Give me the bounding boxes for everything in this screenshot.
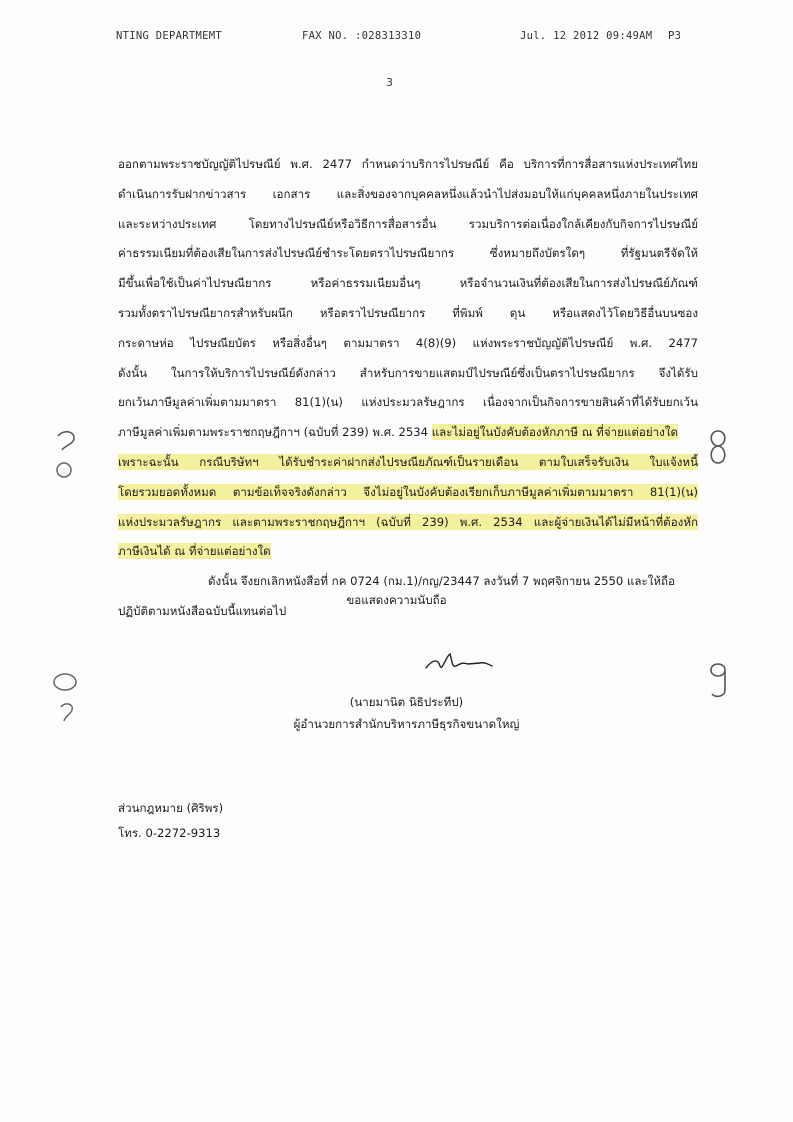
margin-handwriting-mark xyxy=(52,428,82,454)
fax-header xyxy=(0,30,793,46)
margin-nine-mark xyxy=(705,660,731,700)
signer-name: (นายมานิต นิธิประทีป) xyxy=(349,695,464,709)
body-line: ปฏิบัติตามหนังสือฉบับนี้แทนต่อไป xyxy=(118,603,287,618)
margin-oval-mark xyxy=(50,670,80,694)
letter-body xyxy=(118,150,698,627)
highlighted-text: ภาษีเงินได้ ณ ที่จ่ายแต่อย่างใด xyxy=(118,544,271,559)
closing-salutation: ขอแสดงความนับถือ xyxy=(346,593,447,607)
margin-eight-mark xyxy=(705,428,731,466)
highlighted-text: และไม่อยู่ในบังคับต้องหักภาษี ณ ที่จ่ายแต่อย่างใด xyxy=(431,425,679,440)
handwritten-signature xyxy=(422,650,502,674)
body-line-highlighted xyxy=(118,508,698,538)
body-line-highlighted xyxy=(118,537,698,567)
fax-header-date: Jul. 12 2012 09:49AM xyxy=(520,30,653,42)
body-line: และระหว่างประเทศ โดยทางไปรษณีย์หรือวิธีการสื่อสารอื่น รวมบริการต่อเนื่องใกล้เคียงกับกิจการไปรษณีย์ xyxy=(118,216,698,231)
signer-title: ผู้อำนวยการสำนักบริหารภาษีธุรกิจขนาดใหญ่ xyxy=(293,717,520,731)
page-number: 3 xyxy=(386,76,393,89)
body-line: ออกตามพระราชบัญญัติไปรษณีย์ พ.ศ. 2477 กำหนดว่าบริการไปรษณีย์ คือ บริการที่การสื่อสารแห่งประเทศไทย xyxy=(118,157,698,171)
body-line: ดังนั้น จึงยกเลิกหนังสือที่ กค 0724 (กม.1)/กญ/23447 ลงวันที่ 7 พฤศจิกายน 2550 และให้ถือ xyxy=(208,574,675,589)
body-line-highlighted xyxy=(118,478,698,508)
highlighted-text: โดยรวมยอดทั้งหมด ตามข้อเท็จจริงดังกล่าว จึงไม่อยู่ในบังคับต้องเรียกเก็บภาษีมูลค่าเพิ่มตามมาตรา 81(1)(น) xyxy=(118,484,698,499)
margin-circle-mark xyxy=(54,460,74,480)
margin-handwriting-mark xyxy=(56,700,78,724)
body-line: กระดาษห่อ ไปรษณียบัตร หรือสิ่งอื่นๆ ตามมาตรา 4(8)(9) แห่งพระราชบัญญัติไปรษณีย์ พ.ศ. 2477 xyxy=(118,335,698,350)
highlighted-text: แห่งประมวลรัษฎากร และตามพระราชกฤษฎีกาฯ (ฉบับที่ 239) พ.ศ. 2534 และผู้จ่ายเงินได้ไม่มีหน้าที่ต้องหัก xyxy=(118,514,698,529)
body-line: รวมทั้งตราไปรษณียากรสำหรับผนึก หรือตราไปรษณียากร ที่พิมพ์ ดุน หรือแสดงไว้โดยวิธีอื่นบนซอง xyxy=(118,305,698,320)
fax-header-dept: NTING DEPARTMEMT xyxy=(116,30,222,42)
body-line: ค่าธรรมเนียมที่ต้องเสียในการส่งไปรษณีย์ชำระโดยตราไปรษณียากร ซึ่งหมายถึงบัตรใดๆ ที่รัฐมนตรีจัดให้ xyxy=(118,246,698,261)
body-line: ดังนั้น ในการให้บริการไปรษณีย์ดังกล่าว สำหรับการขายแสตมป์ไปรษณีย์ซึ่งเป็นตราไปรษณียากร จึงได้รับ xyxy=(118,365,698,380)
body-line-text: ภาษีมูลค่าเพิ่มตามพระราชกฤษฎีกาฯ (ฉบับที่ 239) พ.ศ. 2534 xyxy=(118,425,432,440)
department-contact: ส่วนกฎหมาย (ศิริพร) xyxy=(118,801,224,815)
phone-number: โทร. 0-2272-9313 xyxy=(118,826,221,840)
body-line-highlighted xyxy=(118,448,698,478)
body-line: ดำเนินการรับฝากข่าวสาร เอกสาร และสิ่งของจากบุคคลหนึ่งแล้วนำไปส่งมอบให้แก่บุคคลหนึ่งภายในประเทศ xyxy=(118,186,698,201)
body-line: มีขึ้นเพื่อใช้เป็นค่าไปรษณียากร หรือค่าธรรมเนียมอื่นๆ หรือจำนวนเงินที่ต้องเสียในการส่งไปรษณีย์ภัณฑ์ xyxy=(118,276,698,291)
highlighted-text: เพราะฉะนั้น กรณีบริษัทฯ ได้รับชำระค่าฝากส่งไปรษณียภัณฑ์เป็นรายเดือน ตามใบเสร็จรับเงิน ใบแจ้งหนี้ xyxy=(118,454,698,469)
body-line: ยกเว้นภาษีมูลค่าเพิ่มตามมาตรา 81(1)(น) แห่งประมวลรัษฎากร เนื่องจากเป็นกิจการขายสินค้าที่ได้รับยกเว้น xyxy=(118,395,698,410)
fax-header-number: FAX NO. :028313310 xyxy=(302,30,422,42)
fax-header-page: P3 xyxy=(668,30,682,42)
body-line-partial-highlight xyxy=(118,418,698,448)
